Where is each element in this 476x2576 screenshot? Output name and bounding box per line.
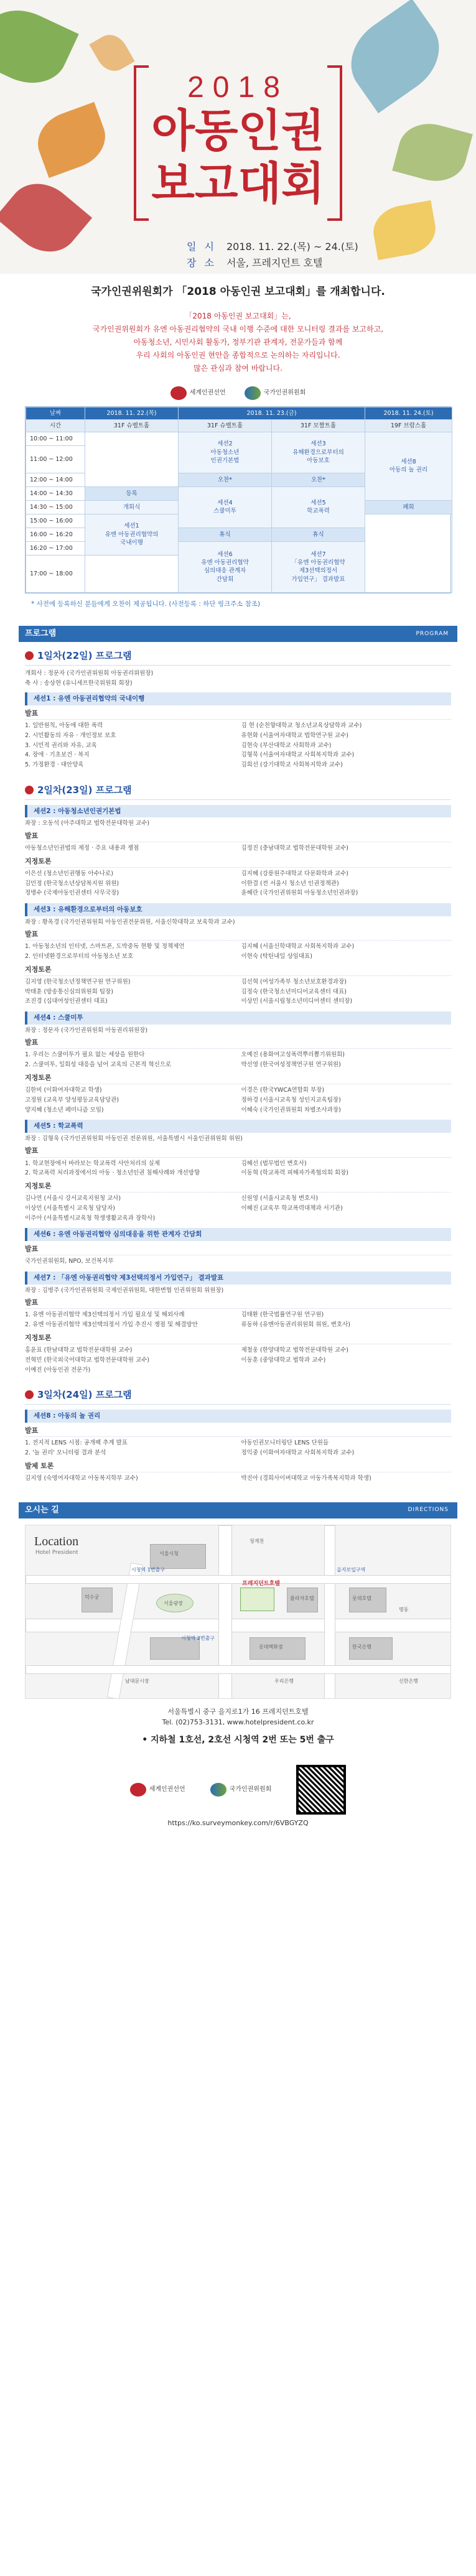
session4-heading: 세션4 : 스쿨미투 <box>25 1011 451 1025</box>
presentation-label: 발표 <box>25 929 451 941</box>
address-line: 서울특별시 중구 을지로1가 16 프레지던트호텔 <box>167 1707 309 1716</box>
topic-item: 1. 학교현장에서 바라보는 학교폭력 사안처리의 실제 <box>25 1160 160 1167</box>
leaf-decoration <box>0 0 79 96</box>
presenter-item: 류동하 (유엔아동권리위원회 위원, 변호사) <box>241 1321 351 1329</box>
session8-presenters <box>25 1438 451 1458</box>
udhr-logo <box>130 1783 185 1797</box>
time-cell: 16:00 ~ 16:20 <box>26 528 85 541</box>
discussion-label: 지정토론 <box>25 1181 451 1193</box>
udhr-logo-text: 세계인권선언 <box>149 1786 185 1793</box>
topic-item: 2. '놀 권리' 모니터링 결과 분석 <box>25 1449 106 1456</box>
room-4: 19F 브람스홀 <box>365 419 452 432</box>
road <box>26 1665 451 1674</box>
empty-cell <box>365 514 452 592</box>
map-label: 신한은행 <box>399 1678 418 1684</box>
map-label: 을지로입구역 <box>337 1566 366 1573</box>
session6-heading: 세션6 : 유엔 아동권리협약 심의대응을 위한 관계자 간담회 <box>25 1228 451 1241</box>
registration-url[interactable]: https://ko.surveymonkey.com/r/6VBGYZQ <box>167 1819 309 1828</box>
location-map[interactable] <box>25 1525 451 1699</box>
break-cell: 휴식 <box>179 528 272 541</box>
directions-header <box>19 1502 457 1518</box>
date-label: 일 시 <box>187 241 217 253</box>
bullet-icon <box>25 651 34 660</box>
topic-item: 2. 학교폭력 처리과정에서의 아동 · 청소년인권 침해사례와 개선방향 <box>25 1169 200 1177</box>
nhrck-logo <box>210 1783 272 1797</box>
discussant-item: 윤혜란 (국가인권위원회 아동청소년인권과장) <box>241 890 358 897</box>
discussant-item: 조진경 (십대여성인권센터 대표) <box>25 998 108 1005</box>
schedule-table <box>25 406 451 593</box>
session5-chair: 좌장 : 김형욱 (국가인권위원회 아동인권 전문위원, 서울특별시 서울인권위원회 위원) <box>25 1135 243 1142</box>
discussant-item: 제철웅 (한양대학교 법학전문대학원 교수) <box>241 1347 348 1354</box>
discussant-item: 김지영 (숙명여자대학교 아동복지학부 교수) <box>25 1475 138 1482</box>
topic-item: 아동청소년인권법의 제정 · 주요 내용과 쟁점 <box>25 844 139 852</box>
presentation-label: 발표 <box>25 1244 451 1255</box>
session7-chair: 좌장 : 김병주 (국가인권위원회 국제인권위원회, 대한변협 인권위원회 위원장) <box>25 1286 224 1294</box>
discussant-item: 김선혁 (여성가족부 청소년보호환경과장) <box>241 979 347 986</box>
session2-chair: 좌장 : 오동석 (아주대학교 법학전문대학원 교수) <box>25 820 150 827</box>
discussion-label: 발제 토론 <box>25 1461 451 1472</box>
discussant-item: 신원영 (서울시교육청 변호사) <box>241 1195 319 1202</box>
session7-heading: 세션7 : 「유엔 아동권리협약 제3선택의정서 가입연구」 결과발표 <box>25 1272 451 1285</box>
intro-line: 아동청소년, 시민사회 활동가, 정부기관 관계자, 전문가들과 함께 <box>133 337 343 346</box>
discussant-item: 이경은 (한국YWCA연합회 부장) <box>241 1087 325 1094</box>
presenter-item: 김태환 (한국법률연구원 연구원) <box>241 1311 324 1319</box>
presenter-item: 유현화 (서울여자대학교 법학연구원 교수) <box>241 732 348 739</box>
time-cell: 11:00 ~ 12:00 <box>26 445 85 473</box>
contact-line[interactable]: Tel. (02)753-3131, www.hotelpresident.co.kr <box>162 1718 314 1727</box>
room-2: 31F 슈벨트홀 <box>179 419 272 432</box>
session5-heading: 세션5 : 학교폭력 <box>25 1120 451 1133</box>
bullet-icon <box>25 786 34 794</box>
nhrck-logo <box>245 386 306 400</box>
hero-banner <box>0 0 476 274</box>
map-label: 명동 <box>399 1606 409 1612</box>
time-cell: 12:00 ~ 14:00 <box>26 473 85 486</box>
udhr-mark-icon <box>170 386 187 400</box>
day1-title: 1일차(22일) 프로그램 <box>37 650 132 662</box>
session2-heading: 세션2 : 아동청소년인권기본법 <box>25 805 451 818</box>
discussant-item: 이한결 (전 서울시 청소년 인권정책관) <box>241 880 339 887</box>
time-cell: 14:30 ~ 15:00 <box>26 500 85 514</box>
discussant-item: 고정원 (교육부 양성평등교육담당관) <box>25 1096 119 1104</box>
map-label: 롯데백화점 <box>259 1644 283 1650</box>
session4-chair: 좌장 : 정문자 (국가인권위원회 아동권리위원장) <box>25 1026 148 1034</box>
presentation-label: 발표 <box>25 709 451 720</box>
presenter-item: 아동인권모니터링단 LENS 단원들 <box>241 1439 329 1447</box>
opening-cell: 개회식 <box>85 500 179 514</box>
session3-discussants <box>25 977 451 1007</box>
discussant-item: 이은선 (청소년인권행동 아수나로) <box>25 870 113 877</box>
nhrck-logo-text: 국가인권위원회 <box>229 1786 272 1793</box>
discussion-label: 지정토론 <box>25 857 451 868</box>
leaf-decoration <box>0 170 92 266</box>
session5-cell: 세션5 학교폭력 <box>272 486 365 528</box>
leaf-decoration <box>370 200 439 260</box>
udhr-logo <box>170 386 226 400</box>
discussant-item: 박태훈 (방송통신심의위원회 팀장) <box>25 988 113 995</box>
head-day1: 2018. 11. 22.(목) <box>85 407 179 419</box>
topic-item: 2. 인터넷환경으로부터의 아동청소년 보호 <box>25 953 134 960</box>
program-body <box>25 649 451 1483</box>
session3-chair: 좌장 : 황옥경 (국가인권위원회 아동인권전문위원, 서울신학대학교 보육학과 교수) <box>25 918 235 926</box>
intro-line: 「2018 아동인권 보고대회」는, <box>185 311 291 320</box>
registration-cell: 등록 <box>85 486 179 500</box>
presenter-item: 박선영 (한국여성정책연구원 연구위원) <box>241 1061 341 1069</box>
time-cell: 16:20 ~ 17:00 <box>26 541 85 555</box>
discussant-item: 김민정 (한국청소년상담복지원 위원) <box>25 880 119 887</box>
topic-item: 1. 일반원칙, 아동에 대한 폭력 <box>25 722 103 730</box>
session8-cell: 세션8 아동의 놀 권리 <box>365 432 452 500</box>
session4-cell: 세션4 스쿨미투 <box>179 486 272 528</box>
title-frame <box>134 59 342 233</box>
session5-discussants <box>25 1194 451 1223</box>
topic-item: 1. 우리는 스쿨미투가 필요 없는 세상을 원한다 <box>25 1051 145 1059</box>
session2-cell: 세션2 아동청소년 인권기본법 <box>179 432 272 473</box>
session8-heading: 세션8 : 아동의 놀 권리 <box>25 1410 451 1423</box>
discussant-item: 양지혜 (청소년 페미니즘 모임) <box>25 1106 104 1114</box>
topic-item: 2. 스쿨미투, 일회성 대응을 넘어 교육의 근본적 혁신으로 <box>25 1061 172 1069</box>
udhr-logo-text: 세계인권선언 <box>189 389 226 396</box>
session3-presenters <box>25 942 451 961</box>
session3-cell: 세션3 유해환경으로부터의 아동보호 <box>272 432 365 473</box>
discussant-item: 이주아 (서울특별시교육청 학생생활교육과 장학사) <box>25 1214 156 1222</box>
presenter-item: 김정진 (충남대학교 법학전문대학원 교수) <box>241 844 348 852</box>
intro-title: 국가인권위원회가 「2018 아동인권 보고대회」를 개최합니다. <box>91 286 385 298</box>
program-title: 프로그램 <box>25 629 57 639</box>
subway-info: • 지하철 1호선, 2호선 시청역 2번 또는 5번 출구 <box>142 1734 334 1745</box>
discussion-label: 지정토론 <box>25 1073 451 1084</box>
map-label: 서울광장 <box>164 1600 183 1606</box>
session4-presenters <box>25 1050 451 1069</box>
presenter-item: 김형묵 (서울여자대학교 사회복지학과 교수) <box>241 751 355 759</box>
discussion-label: 지정토론 <box>25 1333 451 1344</box>
road <box>26 1619 451 1632</box>
qr-code-icon[interactable] <box>296 1765 346 1815</box>
place-label: 장 소 <box>187 257 217 269</box>
map-label: 남대문시장 <box>125 1678 149 1684</box>
presenter-item: 김혜선 (법무법인 변호사) <box>241 1160 307 1167</box>
day1-heading <box>25 649 451 666</box>
session2-discussants <box>25 869 451 898</box>
map-title: Location <box>34 1534 79 1548</box>
nhrck-mark-icon <box>245 386 261 400</box>
map-label: 시청역 2번출구 <box>181 1635 215 1641</box>
organizer-logos <box>25 386 451 400</box>
presentation-label: 발표 <box>25 1038 451 1049</box>
intro-section <box>0 274 476 400</box>
topic-item: 4. 장애 · 기초보건 · 복지 <box>25 751 90 759</box>
hotel-building[interactable] <box>240 1588 274 1611</box>
lunch-note: * 사전에 등록하신 분들에게 오찬이 제공됩니다. (사전등록 : 하단 링크주소 참조) <box>31 600 261 608</box>
leaf-decoration <box>30 102 113 178</box>
discussant-item: 김지영 (한국청소년정책연구원 연구위원) <box>25 979 131 986</box>
program-header <box>19 626 457 642</box>
discussion-label: 지정토론 <box>25 965 451 976</box>
discussant-item: 이상민 (서울특별시 교육청 담당자) <box>25 1205 115 1212</box>
topic-item: 2. 유엔 아동권리협약 제3선택의정서 가입 추진시 쟁점 및 해결방안 <box>25 1321 198 1329</box>
time-cell: 17:00 ~ 18:00 <box>26 555 85 592</box>
presentation-label: 발표 <box>25 1146 451 1157</box>
time-cell: 15:00 ~ 16:00 <box>26 514 85 528</box>
presentation-label: 발표 <box>25 1298 451 1309</box>
directions-subtitle: DIRECTIONS <box>408 1507 449 1514</box>
discussant-item: 정병수 (국제아동인권센터 사무국장) <box>25 890 119 897</box>
map-label: 청계천 <box>250 1538 264 1544</box>
discussant-item: 전혁민 (한국외국어대학교 법학전문대학원 교수) <box>25 1356 150 1364</box>
day3-heading <box>25 1388 451 1405</box>
place-value: 서울, 프레지던트 호텔 <box>226 257 323 269</box>
head-time: 시간 <box>26 419 85 432</box>
topic-item: 2. 시민활동의 자유 · 개인정보 보호 <box>25 732 116 739</box>
presentation-label: 발표 <box>25 1426 451 1437</box>
presenter-item: 오예진 (용화여고성폭력뿌리뽑기위원회) <box>241 1051 345 1059</box>
map-label: 덕수궁 <box>85 1594 100 1600</box>
topic-item: 1. 아동청소년의 인터넷, 스마트폰, 도박중독 현황 및 정책제언 <box>25 943 185 951</box>
session6-presenters: 국가인권위원회, NPO, 보건복지부 <box>25 1258 114 1265</box>
session8-discussants <box>25 1474 451 1484</box>
intro-line: 국가인권위원회가 유엔 아동권리협약의 국내 이행 수준에 대한 모니터링 결과를 보고하고, <box>92 324 384 333</box>
presenter-item: 김지혜 (서울신학대학교 사회복지학과 교수) <box>241 943 355 951</box>
road <box>26 1575 451 1584</box>
day2-title: 2일차(23일) 프로그램 <box>37 784 132 796</box>
time-cell: 10:00 ~ 11:00 <box>26 432 85 445</box>
topic-item: 1. 유엔 아동권리협약 제3선택의정서 가입 필요성 및 해외사례 <box>25 1311 185 1319</box>
map-label: 한국은행 <box>352 1644 371 1650</box>
presenter-item: 정익중 (이화여자대학교 사회복지학과 교수) <box>241 1449 355 1456</box>
directions-title: 오시는 길 <box>25 1505 59 1515</box>
footer <box>0 1765 476 1815</box>
empty-cell <box>85 432 179 486</box>
presenter-item: 이동혁 (학교폭력 피해자가족협의회 회장) <box>241 1169 348 1177</box>
discussant-item: 이상민 (서울시립청소년미디어센터 센터장) <box>241 998 353 1005</box>
discussant-item: 박진아 (경희사이버대학교 아동가족복지학과 학생) <box>241 1475 371 1482</box>
title-year: 2018 <box>187 71 289 104</box>
session6-cell: 세션6 유엔 아동권리협약 심의대응 관계자 간담회 <box>179 541 272 592</box>
session5-presenters <box>25 1159 451 1178</box>
title-line1: 아동인권 <box>151 106 325 156</box>
discussant-item: 이혜숙 (국가인권위원회 차별조사과장) <box>241 1106 341 1114</box>
closing-cell: 폐회 <box>365 500 452 514</box>
discussant-item: 김정숙 (한국청소년미디어교육센터 대표) <box>241 988 347 995</box>
discussant-item: 이혜진 (교육부 학교폭력대책과 서기관) <box>241 1205 343 1212</box>
room-3: 31F 모짤트홀 <box>272 419 365 432</box>
break-cell: 휴식 <box>272 528 365 541</box>
date-value: 2018. 11. 22.(목) ~ 24.(토) <box>226 241 358 253</box>
map-label: 시청역 1번출구 <box>131 1566 166 1573</box>
topic-item: 5. 가정환경 · 대안양육 <box>25 761 84 768</box>
nhrck-logo-text: 국가인권위원회 <box>263 389 306 396</box>
session1-presenters <box>25 721 451 770</box>
map-label: 플라자호텔 <box>290 1595 314 1601</box>
intro-line: 우리 사회의 아동인권 현안을 종합적으로 논의하는 자리입니다. <box>136 350 340 360</box>
presenter-item: 김 현 (순천향대학교 청소년교육상담학과 교수) <box>241 722 362 730</box>
leaf-decoration <box>335 0 455 113</box>
leaf-decoration <box>89 29 134 77</box>
presentation-label: 발표 <box>25 831 451 842</box>
day2-heading <box>25 784 451 800</box>
date-row <box>187 240 358 254</box>
session7-discussants <box>25 1346 451 1375</box>
session7-presenters <box>25 1310 451 1329</box>
discussant-item: 김지혜 (강릉원주대학교 다문화학과 교수) <box>241 870 348 877</box>
topic-item: 1. 전지적 LENS 시점: 공개팩 추계 발표 <box>25 1439 128 1447</box>
session3-heading: 세션3 : 유해환경으로부터의 아동보호 <box>25 903 451 916</box>
leaf-decoration <box>392 116 473 188</box>
bullet-icon <box>25 1390 34 1399</box>
time-cell: 14:00 ~ 14:30 <box>26 486 85 500</box>
congrats-address: 축 사 : 송상현 (유니세프한국위원회 회장) <box>25 679 133 687</box>
presenter-item: 김현숙 (부산대학교 사회학과 교수) <box>241 742 332 749</box>
topic-item: 3. 시민적 권리와 자유, 교육 <box>25 742 97 749</box>
title-line2: 보고대회 <box>151 159 325 209</box>
room-1: 31F 슈벨트홀 <box>85 419 179 432</box>
head-date: 날짜 <box>26 407 85 419</box>
session7-cell: 세션7 「유엔 아동권리협약 제3선택의정서 가입연구」 결과발표 <box>272 541 365 592</box>
discussant-item: 이동훈 (중앙대학교 법학과 교수) <box>241 1356 326 1364</box>
program-subtitle: PROGRAM <box>416 631 449 638</box>
lunch-cell: 오찬* <box>272 473 365 486</box>
discussant-item: 이예진 (아동인권 전문가) <box>25 1366 91 1374</box>
day3-title: 3일차(24일) 프로그램 <box>37 1389 132 1401</box>
discussant-item: 김한비 (이화여자대학교 학생) <box>25 1087 102 1094</box>
session2-presenters <box>25 844 451 853</box>
map-label: 우리은행 <box>274 1678 294 1684</box>
lunch-cell: 오찬* <box>179 473 272 486</box>
intro-line: 많은 관심과 참여 바랍니다. <box>194 363 282 373</box>
nhrck-mark-icon <box>210 1783 226 1797</box>
discussant-item: 정하경 (서울시교육청 성인지교육팀장) <box>241 1096 341 1104</box>
hotel-label: 프레지던트호텔 <box>242 1580 280 1587</box>
udhr-mark-icon <box>130 1783 146 1797</box>
discussant-item: 김나연 (서울시 강서교육지원청 교사) <box>25 1195 121 1202</box>
map-label: 서울시청 <box>159 1550 179 1556</box>
session1-cell: 세션1 유엔 아동권리협약의 국내이행 <box>85 514 179 555</box>
empty-cell <box>85 555 179 592</box>
head-day2: 2018. 11. 23.(금) <box>179 407 365 419</box>
presenter-item: 이현숙 (탁틴내일 상임대표) <box>241 953 312 960</box>
presenter-item: 김희선 (강기대학교 사회복지학과 교수) <box>241 761 343 768</box>
session4-discussants <box>25 1086 451 1115</box>
address-block <box>0 1706 476 1728</box>
head-day3: 2018. 11. 24.(토) <box>365 407 452 419</box>
opening-address: 개회사 : 정문자 (국가인권위원회 아동권리위원장) <box>25 670 154 677</box>
session1-heading: 세션1 : 유엔 아동권리협약의 국내이행 <box>25 692 451 705</box>
place-row <box>187 256 322 270</box>
map-label: 롯데호텔 <box>352 1595 371 1601</box>
map-subtitle: Hotel President <box>35 1549 78 1556</box>
discussant-item: 홍윤표 (한남대학교 법학전문대학원 교수) <box>25 1347 133 1354</box>
